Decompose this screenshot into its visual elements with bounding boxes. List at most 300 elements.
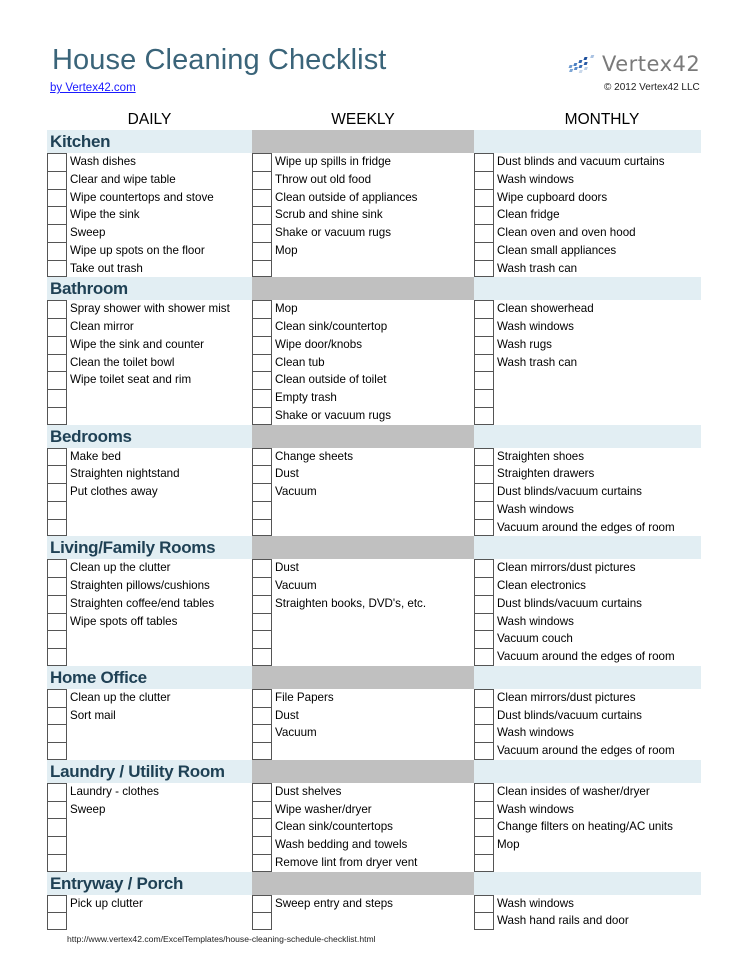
- task-label: Vacuum couch: [497, 632, 573, 646]
- task-label: [494, 407, 497, 425]
- task-cell-weekly: [252, 577, 474, 595]
- checklist-row: [47, 407, 701, 425]
- task-cell-weekly: [252, 224, 474, 242]
- task-checkbox[interactable]: [252, 742, 272, 760]
- task-label: Wash windows: [497, 172, 574, 186]
- task-checkbox[interactable]: [47, 189, 67, 207]
- task-cell-monthly: [474, 854, 701, 872]
- task-label: [67, 519, 70, 537]
- section-band-daily: [47, 760, 252, 783]
- task-label: Change sheets: [275, 449, 353, 463]
- checklist-row: [47, 300, 701, 318]
- task-label: [67, 501, 70, 519]
- task-cell-weekly: [252, 465, 474, 483]
- task-checkbox[interactable]: [474, 242, 494, 260]
- task-cell-weekly: [252, 895, 474, 913]
- task-label: Mop: [275, 302, 298, 316]
- task-label: Dust: [275, 467, 299, 481]
- vertex42-link[interactable]: by Vertex42.com: [50, 82, 136, 94]
- checklist-row: [47, 242, 701, 260]
- task-label: Sweep: [70, 802, 106, 816]
- task-checkbox[interactable]: [474, 300, 494, 318]
- task-checkbox[interactable]: [474, 836, 494, 854]
- task-checkbox[interactable]: [474, 448, 494, 466]
- task-label: Wipe up spills in fridge: [275, 155, 391, 168]
- task-label: Clean sink/countertops: [275, 820, 393, 834]
- task-cell-daily: [47, 783, 252, 801]
- task-label: Sweep: [70, 226, 106, 239]
- task-label: Pick up clutter: [70, 896, 143, 910]
- vertex42-logo-icon: [568, 53, 598, 75]
- task-cell-daily: [47, 724, 252, 742]
- task-checkbox[interactable]: [252, 707, 272, 725]
- task-checkbox[interactable]: [47, 783, 67, 801]
- section-title: Bathroom: [50, 279, 128, 299]
- task-checkbox[interactable]: [252, 648, 272, 666]
- task-checkbox[interactable]: [47, 559, 67, 577]
- task-label: Vacuum around the edges of room: [497, 520, 675, 534]
- task-checkbox[interactable]: [47, 389, 67, 407]
- section-band-monthly: [474, 872, 701, 895]
- task-cell-daily: [47, 260, 252, 278]
- task-checkbox[interactable]: [474, 630, 494, 648]
- page-title: House Cleaning Checklist: [52, 44, 387, 76]
- task-cell-weekly: [252, 836, 474, 854]
- section-band-weekly: [252, 872, 474, 895]
- task-checkbox[interactable]: [474, 371, 494, 389]
- task-checkbox[interactable]: [47, 336, 67, 354]
- task-label: Wash hand rails and door: [497, 914, 629, 928]
- task-checkbox[interactable]: [47, 912, 67, 930]
- task-label: Clean up the clutter: [70, 561, 171, 575]
- section-title: Living/Family Rooms: [50, 538, 216, 558]
- task-cell-monthly: [474, 300, 701, 318]
- checklist-row: [47, 836, 701, 854]
- task-label: Empty trash: [275, 391, 337, 404]
- task-checkbox[interactable]: [252, 577, 272, 595]
- section-title: Kitchen: [50, 132, 111, 151]
- task-checkbox[interactable]: [474, 501, 494, 519]
- task-label: Spray shower with shower mist: [70, 302, 230, 316]
- task-label: [67, 742, 70, 760]
- task-checkbox[interactable]: [474, 224, 494, 242]
- task-cell-daily: [47, 818, 252, 836]
- task-label: File Papers: [275, 690, 334, 704]
- task-checkbox[interactable]: [474, 354, 494, 372]
- section-title: Laundry / Utility Room: [50, 761, 225, 781]
- task-checkbox[interactable]: [47, 854, 67, 872]
- task-label: Throw out old food: [275, 172, 372, 186]
- task-cell-monthly: [474, 689, 701, 707]
- task-cell-weekly: [252, 559, 474, 577]
- task-label: Clean insides of washer/dryer: [497, 784, 650, 798]
- task-checkbox[interactable]: [474, 465, 494, 483]
- task-checkbox[interactable]: [474, 818, 494, 836]
- task-cell-monthly: [474, 895, 701, 913]
- task-label: Wipe the sink: [70, 208, 140, 222]
- checklist-row: [47, 577, 701, 595]
- task-checkbox[interactable]: [474, 559, 494, 577]
- task-checkbox[interactable]: [252, 354, 272, 372]
- task-label: Make bed: [70, 449, 121, 463]
- task-label: Wash trash can: [497, 355, 578, 369]
- task-checkbox[interactable]: [47, 171, 67, 189]
- task-checkbox[interactable]: [47, 300, 67, 318]
- checklist-row: [47, 801, 701, 819]
- task-checkbox[interactable]: [252, 336, 272, 354]
- checklist-row: [47, 818, 701, 836]
- section-band-monthly: [474, 666, 701, 689]
- task-cell-daily: [47, 389, 252, 407]
- task-cell-monthly: [474, 371, 701, 389]
- task-cell-weekly: [252, 354, 474, 372]
- task-label: Clean sink/countertop: [275, 320, 388, 333]
- task-label: Wipe countertops and stove: [70, 190, 214, 204]
- task-label: Wash windows: [497, 896, 574, 910]
- task-label: Sort mail: [70, 708, 116, 722]
- task-label: Sweep entry and steps: [275, 896, 393, 910]
- task-cell-daily: [47, 912, 252, 930]
- task-cell-monthly: [474, 189, 701, 207]
- task-checkbox[interactable]: [474, 389, 494, 407]
- task-checkbox[interactable]: [252, 818, 272, 836]
- task-checkbox[interactable]: [474, 260, 494, 278]
- task-checkbox[interactable]: [47, 465, 67, 483]
- footer-url: http://www.vertex42.com/ExcelTemplates/house-cleaning-schedule-checklist.html: [67, 934, 376, 944]
- task-cell-weekly: [252, 613, 474, 631]
- task-cell-weekly: [252, 448, 474, 466]
- task-cell-daily: [47, 595, 252, 613]
- task-label: Straighten drawers: [497, 467, 595, 481]
- column-header-weekly: WEEKLY: [331, 111, 395, 128]
- checklist-row: [47, 895, 701, 913]
- task-cell-monthly: [474, 465, 701, 483]
- task-checkbox[interactable]: [47, 613, 67, 631]
- task-label: Remove lint from dryer vent: [275, 855, 418, 869]
- task-checkbox[interactable]: [47, 689, 67, 707]
- task-checkbox[interactable]: [252, 801, 272, 819]
- task-label: [272, 912, 275, 930]
- section-band-weekly: [252, 760, 474, 783]
- task-checkbox[interactable]: [252, 242, 272, 260]
- task-label: Clean mirror: [70, 320, 134, 333]
- checklist-row: [47, 648, 701, 666]
- task-cell-daily: [47, 483, 252, 501]
- checklist-row: [47, 171, 701, 189]
- task-cell-weekly: [252, 153, 474, 171]
- task-checkbox[interactable]: [47, 836, 67, 854]
- task-checkbox[interactable]: [47, 206, 67, 224]
- task-label: Clean outside of toilet: [275, 373, 387, 387]
- task-label: Dust: [275, 708, 299, 722]
- task-label: [67, 912, 70, 930]
- task-cell-monthly: [474, 260, 701, 278]
- task-checkbox[interactable]: [474, 648, 494, 666]
- task-cell-weekly: [252, 724, 474, 742]
- task-checkbox[interactable]: [252, 483, 272, 501]
- task-label: Clean tub: [275, 355, 325, 369]
- task-checkbox[interactable]: [252, 448, 272, 466]
- task-checkbox[interactable]: [47, 260, 67, 278]
- task-label: Wash dishes: [70, 155, 136, 168]
- task-cell-daily: [47, 206, 252, 224]
- task-label: [67, 630, 70, 648]
- section-band-monthly: [474, 425, 701, 448]
- section-band-daily: [47, 872, 252, 895]
- task-checkbox[interactable]: [474, 483, 494, 501]
- task-checkbox[interactable]: [474, 407, 494, 425]
- task-label: Dust blinds/vacuum curtains: [497, 485, 642, 498]
- task-checkbox[interactable]: [474, 519, 494, 537]
- section-header: [47, 666, 701, 689]
- task-label: [67, 854, 70, 872]
- section-header: [47, 130, 701, 153]
- task-checkbox[interactable]: [47, 801, 67, 819]
- task-checkbox[interactable]: [252, 300, 272, 318]
- checklist-row: [47, 206, 701, 224]
- task-checkbox[interactable]: [474, 318, 494, 336]
- task-label: Straighten coffee/end tables: [70, 596, 215, 610]
- checklist-row: [47, 354, 701, 372]
- task-label: Clean electronics: [497, 579, 586, 592]
- task-checkbox[interactable]: [252, 836, 272, 854]
- task-checkbox[interactable]: [47, 153, 67, 171]
- task-checkbox[interactable]: [474, 689, 494, 707]
- task-checkbox[interactable]: [47, 242, 67, 260]
- task-label: Clean showerhead: [497, 302, 594, 316]
- task-label: [67, 724, 70, 742]
- task-cell-weekly: [252, 854, 474, 872]
- task-label: Laundry - clothes: [70, 784, 159, 798]
- task-label: Wash trash can: [497, 261, 578, 275]
- task-label: Dust: [275, 561, 299, 575]
- checklist-table: [47, 130, 701, 930]
- task-checkbox[interactable]: [252, 407, 272, 425]
- task-checkbox[interactable]: [474, 854, 494, 872]
- section-header: [47, 277, 701, 300]
- task-checkbox[interactable]: [47, 724, 67, 742]
- task-cell-weekly: [252, 389, 474, 407]
- task-checkbox[interactable]: [474, 707, 494, 725]
- section-band-daily: [47, 277, 252, 300]
- task-cell-monthly: [474, 171, 701, 189]
- task-checkbox[interactable]: [252, 153, 272, 171]
- section-band-weekly: [252, 277, 474, 300]
- task-checkbox[interactable]: [474, 613, 494, 631]
- task-checkbox[interactable]: [474, 742, 494, 760]
- task-checkbox[interactable]: [252, 224, 272, 242]
- task-cell-monthly: [474, 559, 701, 577]
- task-checkbox[interactable]: [252, 206, 272, 224]
- task-label: Clear and wipe table: [70, 172, 176, 186]
- task-label: Straighten books, DVD's, etc.: [275, 596, 427, 610]
- task-label: Mop: [497, 838, 520, 851]
- task-checkbox[interactable]: [252, 189, 272, 207]
- checklist-row: [47, 318, 701, 336]
- task-checkbox[interactable]: [252, 318, 272, 336]
- task-cell-daily: [47, 854, 252, 872]
- section-band-daily: [47, 536, 252, 559]
- task-label: Wipe up spots on the floor: [70, 243, 205, 257]
- task-checkbox[interactable]: [252, 912, 272, 930]
- task-checkbox[interactable]: [47, 501, 67, 519]
- task-checkbox[interactable]: [252, 630, 272, 648]
- checklist-row: [47, 613, 701, 631]
- task-label: Clean oven and oven hood: [497, 226, 636, 239]
- task-checkbox[interactable]: [474, 801, 494, 819]
- task-cell-monthly: [474, 224, 701, 242]
- task-checkbox[interactable]: [474, 206, 494, 224]
- task-cell-monthly: [474, 707, 701, 725]
- task-checkbox[interactable]: [474, 171, 494, 189]
- task-checkbox[interactable]: [474, 595, 494, 613]
- task-cell-daily: [47, 577, 252, 595]
- task-label: [272, 742, 275, 760]
- task-cell-daily: [47, 189, 252, 207]
- task-checkbox[interactable]: [47, 818, 67, 836]
- section-band-monthly: [474, 130, 701, 153]
- task-checkbox[interactable]: [474, 724, 494, 742]
- task-label: Clean mirrors/dust pictures: [497, 690, 636, 704]
- task-checkbox[interactable]: [474, 895, 494, 913]
- task-checkbox[interactable]: [474, 189, 494, 207]
- section-band-daily: [47, 425, 252, 448]
- task-label: Clean outside of appliances: [275, 190, 418, 204]
- checklist-row: [47, 448, 701, 466]
- task-cell-weekly: [252, 912, 474, 930]
- task-checkbox[interactable]: [47, 595, 67, 613]
- task-label: [67, 648, 70, 666]
- task-label: Change filters on heating/AC units: [497, 820, 673, 834]
- task-checkbox[interactable]: [252, 724, 272, 742]
- task-cell-daily: [47, 465, 252, 483]
- task-label: [272, 630, 275, 648]
- task-cell-weekly: [252, 371, 474, 389]
- checklist-row: [47, 224, 701, 242]
- task-checkbox[interactable]: [474, 336, 494, 354]
- logo-wordmark: Vertex42: [602, 52, 701, 76]
- task-checkbox[interactable]: [47, 318, 67, 336]
- task-label: Clean up the clutter: [70, 690, 171, 704]
- task-checkbox[interactable]: [252, 371, 272, 389]
- task-checkbox[interactable]: [474, 912, 494, 930]
- task-cell-weekly: [252, 519, 474, 537]
- task-checkbox[interactable]: [252, 783, 272, 801]
- section-band-daily: [47, 666, 252, 689]
- task-label: [67, 836, 70, 854]
- task-checkbox[interactable]: [252, 501, 272, 519]
- task-label: [67, 389, 70, 407]
- task-cell-weekly: [252, 171, 474, 189]
- checklist-row: [47, 724, 701, 742]
- task-cell-daily: [47, 559, 252, 577]
- task-cell-daily: [47, 630, 252, 648]
- task-checkbox[interactable]: [47, 742, 67, 760]
- task-checkbox[interactable]: [474, 783, 494, 801]
- task-cell-weekly: [252, 300, 474, 318]
- task-checkbox[interactable]: [252, 389, 272, 407]
- task-cell-weekly: [252, 783, 474, 801]
- task-checkbox[interactable]: [252, 559, 272, 577]
- task-label: Vacuum around the edges of room: [497, 650, 675, 663]
- task-cell-monthly: [474, 354, 701, 372]
- task-cell-monthly: [474, 153, 701, 171]
- task-cell-weekly: [252, 206, 474, 224]
- task-checkbox[interactable]: [47, 354, 67, 372]
- task-checkbox[interactable]: [252, 519, 272, 537]
- task-checkbox[interactable]: [47, 519, 67, 537]
- task-label: Shake or vacuum rugs: [275, 408, 391, 422]
- task-cell-daily: [47, 171, 252, 189]
- task-cell-monthly: [474, 336, 701, 354]
- task-checkbox[interactable]: [252, 689, 272, 707]
- section-band-monthly: [474, 277, 701, 300]
- task-label: [272, 519, 275, 537]
- task-cell-daily: [47, 371, 252, 389]
- task-checkbox[interactable]: [47, 448, 67, 466]
- task-cell-daily: [47, 689, 252, 707]
- task-checkbox[interactable]: [252, 854, 272, 872]
- task-checkbox[interactable]: [47, 483, 67, 501]
- task-label: Vacuum around the edges of room: [497, 744, 675, 757]
- task-label: Mop: [275, 243, 298, 257]
- task-label: Vacuum: [275, 485, 317, 498]
- task-checkbox[interactable]: [252, 260, 272, 278]
- task-cell-monthly: [474, 206, 701, 224]
- task-cell-daily: [47, 742, 252, 760]
- checklist-row: [47, 260, 701, 278]
- task-checkbox[interactable]: [47, 895, 67, 913]
- task-checkbox[interactable]: [47, 407, 67, 425]
- checklist-row: [47, 559, 701, 577]
- task-checkbox[interactable]: [252, 895, 272, 913]
- checklist-row: [47, 519, 701, 537]
- task-cell-monthly: [474, 912, 701, 930]
- task-cell-monthly: [474, 448, 701, 466]
- task-cell-daily: [47, 613, 252, 631]
- task-cell-daily: [47, 153, 252, 171]
- checklist-row: [47, 483, 701, 501]
- task-cell-weekly: [252, 630, 474, 648]
- task-checkbox[interactable]: [47, 224, 67, 242]
- task-cell-weekly: [252, 501, 474, 519]
- task-label: Dust blinds/vacuum curtains: [497, 596, 642, 610]
- task-checkbox[interactable]: [47, 577, 67, 595]
- section-band-monthly: [474, 760, 701, 783]
- task-checkbox[interactable]: [474, 153, 494, 171]
- task-checkbox[interactable]: [47, 371, 67, 389]
- task-checkbox[interactable]: [252, 595, 272, 613]
- task-cell-daily: [47, 648, 252, 666]
- task-checkbox[interactable]: [252, 171, 272, 189]
- task-cell-monthly: [474, 613, 701, 631]
- task-cell-weekly: [252, 189, 474, 207]
- task-label: [272, 613, 275, 631]
- task-label: [494, 371, 497, 389]
- task-cell-monthly: [474, 242, 701, 260]
- checklist-row: [47, 153, 701, 171]
- task-checkbox[interactable]: [252, 465, 272, 483]
- task-checkbox[interactable]: [47, 707, 67, 725]
- task-cell-weekly: [252, 801, 474, 819]
- checklist-row: [47, 189, 701, 207]
- section-title: Entryway / Porch: [50, 873, 184, 893]
- task-checkbox[interactable]: [474, 577, 494, 595]
- task-checkbox[interactable]: [252, 613, 272, 631]
- task-cell-daily: [47, 407, 252, 425]
- task-checkbox[interactable]: [47, 630, 67, 648]
- task-checkbox[interactable]: [47, 648, 67, 666]
